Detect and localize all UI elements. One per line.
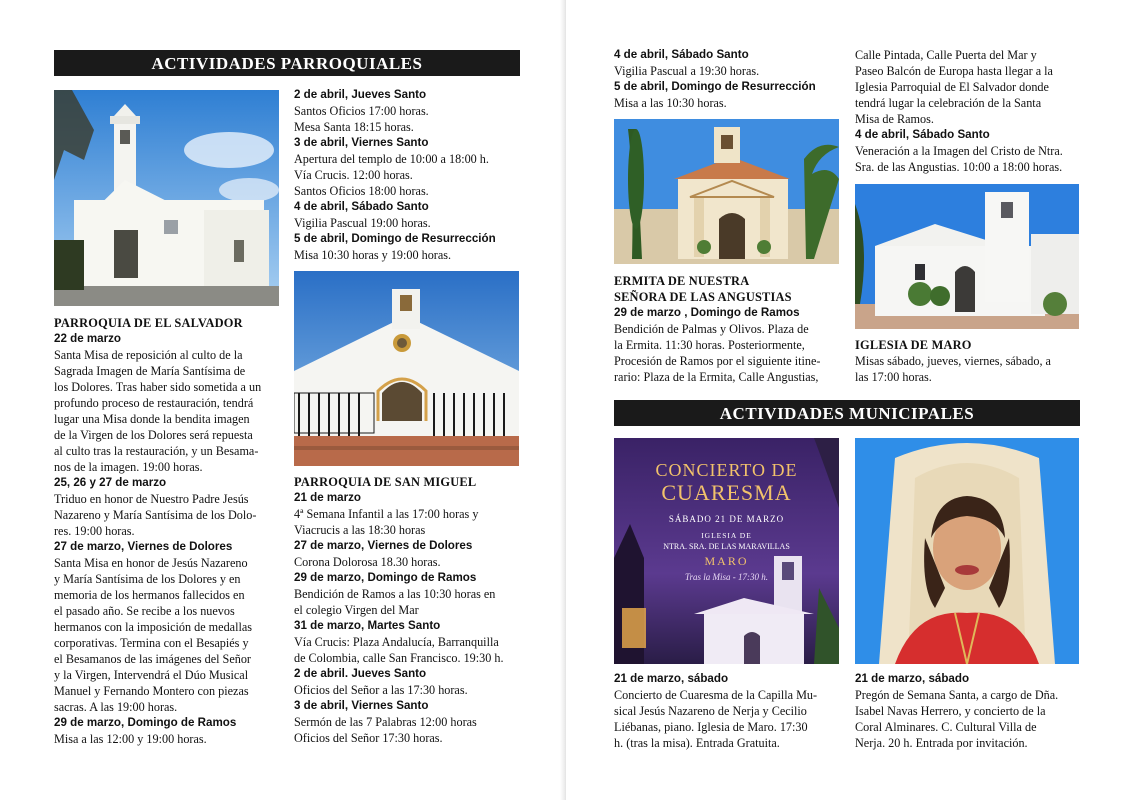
text-line: de la Virgen de los Dolores será repuesta [54,428,253,442]
date-heading: 25, 26 y 27 de marzo [54,476,167,489]
text-line: Mesa Santa 18:15 horas. [294,120,414,134]
text-line: Vigilia Pascual 19:00 horas. [294,216,431,230]
text-line: Vía Crucis. 12:00 horas. [294,168,413,182]
text-line: res. 19:00 horas. [54,524,135,538]
date-heading: 29 de marzo, Domingo de Ramos [54,716,237,729]
text-line: Santos Oficios 18:00 horas. [294,184,429,198]
col-san-miguel [294,474,529,746]
text-line: Bendición de Palmas y Olivos. Plaza de [614,322,809,336]
date-heading: 31 de marzo, Martes Santo [294,619,441,632]
date-heading: 29 de marzo , Domingo de Ramos [614,306,800,319]
date-heading: 3 de abril, Viernes Santo [294,699,429,712]
col-pregon [855,671,1095,751]
text-line: el pasado año. Se recibe a los nuevos [54,604,235,618]
pregonera-portrait-icon [855,438,1079,664]
date-heading: 27 de marzo, Viernes de Dolores [294,539,473,552]
text-line: Bendición de Ramos a las 10:30 horas en [294,587,496,601]
date-heading: 21 de marzo [294,491,362,504]
text-line: Pregón de Semana Santa, a cargo de Dña. [855,688,1059,702]
poster-venue-1: IGLESIA DE [701,531,752,540]
church-photo-el-salvador-icon [54,90,279,306]
col-concierto [614,671,854,751]
title-iglesia-maro: IGLESIA DE MARO [855,338,972,352]
col-maro [855,337,1090,385]
poster-place: MARO [704,554,749,568]
text-line: Sra. de las Angustias. 10:00 a 18:00 horas. [855,160,1063,174]
text-line: Misa de Ramos. [855,112,934,126]
text-line: Santos Oficios 17:00 horas. [294,104,429,118]
concierto-poster [614,438,839,664]
text-line: Oficios del Señor a las 17:30 horas. [294,683,468,697]
text-line: Concierto de Cuaresma de la Capilla Mu- [614,688,818,702]
date-heading: 4 de abril, Sábado Santo [294,200,429,213]
poster-title-1: CONCIERTO DE [655,460,798,480]
title-parroquia-san-miguel: PARROQUIA DE SAN MIGUEL [294,475,477,489]
text-line: Calle Pintada, Calle Puerta del Mar y [855,48,1037,62]
text-line: Liébanas, piano. Iglesia de Maro. 17:30 [614,720,808,734]
col-el-salvador-cont [294,87,524,263]
text-line: Sagrada Imagen de María Santísima de [54,364,246,378]
text-line: hermanos con la imposición de medallas [54,620,252,634]
text-line: el Besamanos de las imágenes del Señor [54,652,251,666]
church-photo-maro-icon [855,184,1079,329]
text-line: Vía Crucis: Plaza Andalucía, Barranquilla [294,635,499,649]
text-line: Nazareno y María Santísima de los Dolo- [54,508,257,522]
text-line: tendrá lugar la celebración de la Santa [855,96,1042,110]
church-photo-san-miguel-icon [294,271,519,466]
text-line: h. (tras la misa). Entrada Gratuita. [614,736,780,750]
date-heading: 5 de abril, Domingo de Resurrección [294,232,496,245]
banner-actividades-municipales: ACTIVIDADES MUNICIPALES [614,400,1080,426]
text-line: Sermón de las 7 Palabras 12:00 horas [294,715,477,729]
col-el-salvador-end [614,47,844,111]
poster-venue-2: NTRA. SRA. DE LAS MARAVILLAS [663,542,790,551]
ermita-photo-icon [614,119,839,264]
text-line: nos de la imagen. 19:00 horas. [54,460,203,474]
right-page [566,0,1130,800]
date-heading: 21 de marzo, sábado [855,672,970,685]
text-line: Coral Alminares. C. Cultural Villa de [855,720,1037,734]
text-line: Manuel y Fernando Montero con piezas [54,684,249,698]
text-line: Santa Misa en honor de Jesús Nazareno [54,556,248,570]
text-line: Misas sábado, jueves, viernes, sábado, a [855,354,1051,368]
text-line: Misa a las 10:30 horas. [614,96,727,110]
text-line: Paseo Balcón de Europa hasta llegar a la [855,64,1053,78]
text-line: los Dolores. Tras haber sido sometida a un [54,380,262,394]
date-heading: 22 de marzo [54,332,122,345]
text-line: Veneración a la Imagen del Cristo de Ntra. [855,144,1063,158]
col-ermita [614,273,849,385]
date-heading: 4 de abril, Sábado Santo [614,48,749,61]
text-line: Misa a las 12:00 y 19:00 horas. [54,732,207,746]
date-heading: 3 de abril, Viernes Santo [294,136,429,149]
text-line: Iglesia Parroquial de El Salvador donde [855,80,1049,94]
title-parroquia-el-salvador: PARROQUIA DE EL SALVADOR [54,316,243,330]
poster-title-2: CUARESMA [661,480,792,505]
text-line: Misa 10:30 horas y 19:00 horas. [294,248,452,262]
text-line: Corona Dolorosa 18.30 horas. [294,555,441,569]
text-line: lugar una Misa donde la bendita imagen [54,412,250,426]
text-line: y María Santísima de los Dolores y en [54,572,241,586]
title-ermita: SEÑORA DE LAS ANGUSTIAS [614,290,792,304]
text-line: profundo proceso de restauración, tendrá [54,396,254,410]
text-line: Vigilia Pascual a 19:30 horas. [614,64,760,78]
text-line: sical Jesús Nazareno de Nerja y Cecilio [614,704,807,718]
text-line: la Ermita. 11:30 horas. Posteriormente, [614,338,805,352]
text-line: Viacrucis a las 18:30 horas [294,523,426,537]
text-line: Apertura del templo de 10:00 a 18:00 h. [294,152,489,166]
text-line: Oficios del Señor 17:30 horas. [294,731,443,745]
col-el-salvador [54,315,290,747]
date-heading: 2 de abril. Jueves Santo [294,667,427,680]
text-line: memoria de los hermanos fallecidos en [54,588,245,602]
col-procesion-cont [855,47,1090,175]
text-line: al culto tras la restauración, y un Besama- [54,444,259,458]
text-line: Santa Misa de reposición al culto de la [54,348,243,362]
text-line: el colegio Virgen del Mar [294,603,419,617]
title-ermita: ERMITA DE NUESTRA [614,274,750,288]
text-line: Nerja. 20 h. Entrada por invitación. [855,736,1028,750]
poster-time: Tras la Misa - 17:30 h. [684,572,768,582]
date-heading: 27 de marzo, Viernes de Dolores [54,540,233,553]
text-line: sacras. A las 19:00 horas. [54,700,178,714]
poster-date: SÁBADO 21 DE MARZO [668,514,785,524]
text-line: Procesión de Ramos por el siguiente itine- [614,354,821,368]
date-heading: 21 de marzo, sábado [614,672,729,685]
date-heading: 4 de abril, Sábado Santo [855,128,990,141]
text-line: Isabel Navas Herrero, y concierto de la [855,704,1046,718]
text-line: Triduo en honor de Nuestro Padre Jesús [54,492,249,506]
date-heading: 2 de abril, Jueves Santo [294,88,427,101]
text-line: de Colombia, calle San Francisco. 19:30 h. [294,651,504,665]
date-heading: 5 de abril, Domingo de Resurrección [614,80,816,93]
text-line: rario: Plaza de la Ermita, Calle Angustias, [614,370,819,384]
text-line: y la Virgen, Intervendrá el Dúo Musical [54,668,249,682]
text-line: 4ª Semana Infantil a las 17:00 horas y [294,507,479,521]
date-heading: 29 de marzo, Domingo de Ramos [294,571,477,584]
banner-actividades-parroquiales: ACTIVIDADES PARROQUIALES [54,50,520,76]
text-line: las 17:00 horas. [855,370,932,384]
text-line: corporativas. Termina con el Besapiés y [54,636,249,650]
